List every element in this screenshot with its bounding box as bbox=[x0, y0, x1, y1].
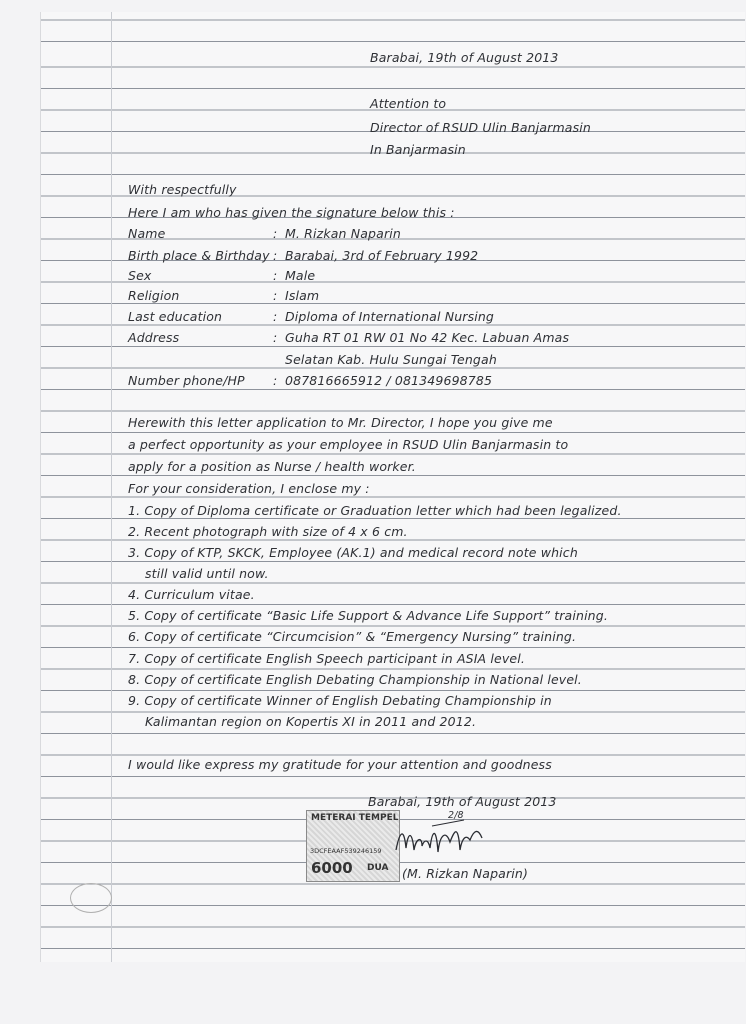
signature bbox=[392, 812, 502, 867]
field-label: Address bbox=[128, 330, 180, 345]
field-label: Birth place & Birthday bbox=[128, 248, 270, 263]
field-label: Last education bbox=[128, 309, 223, 324]
enclosure-item: 6. Copy of certificate “Circumcision” & “Emergency Nursing” training. bbox=[128, 629, 577, 644]
field-value: Barabai, 3rd of February 1992 bbox=[285, 248, 479, 263]
field-value-continued: Selatan Kab. Hulu Sungai Tengah bbox=[285, 352, 497, 367]
enclosure-item: 7. Copy of certificate English Speech participant in ASIA level. bbox=[128, 651, 525, 666]
enclosure-item: still valid until now. bbox=[145, 566, 269, 581]
field-value: 087816665912 / 081349698785 bbox=[285, 373, 493, 388]
sign-place-date: Barabai, 19th of August 2013 bbox=[368, 794, 557, 809]
enclosure-item: 1. Copy of Diploma certificate or Graduation letter which had been legalized. bbox=[128, 503, 622, 518]
signer-name: (M. Rizkan Naparin) bbox=[402, 866, 528, 881]
revenue-stamp bbox=[306, 810, 400, 882]
field-label: Religion bbox=[128, 288, 180, 303]
attention-line: Director of RSUD Ulin Banjarmasin bbox=[370, 120, 591, 135]
field-value: Male bbox=[285, 268, 316, 283]
attention-line: Attention to bbox=[370, 96, 447, 111]
faded-seal-mark bbox=[70, 883, 112, 913]
enclosure-item: 9. Copy of certificate Winner of English Debating Championship in bbox=[128, 693, 552, 708]
field-value: Islam bbox=[285, 288, 320, 303]
letter-place-date: Barabai, 19th of August 2013 bbox=[370, 50, 559, 65]
field-value: M. Rizkan Naparin bbox=[285, 226, 401, 241]
field-label: Sex bbox=[128, 268, 152, 283]
enclosure-item: Kalimantan region on Kopertis XI in 2011 and 2012. bbox=[145, 714, 477, 729]
enclosure-item: 8. Copy of certificate English Debating Championship in National level. bbox=[128, 672, 582, 687]
field-value: Diploma of International Nursing bbox=[285, 309, 495, 324]
field-value: Guha RT 01 RW 01 No 42 Kec. Labuan Amas bbox=[285, 330, 570, 345]
field-label: Name bbox=[128, 226, 166, 241]
stamp-serial: 3DCFEAAF539246159 bbox=[310, 847, 382, 855]
intro-line: Here I am who has given the signature below this : bbox=[128, 205, 455, 220]
enclosure-item: 4. Curriculum vitae. bbox=[128, 587, 255, 602]
stamp-currency: DUA bbox=[367, 863, 389, 873]
salutation: With respectfully bbox=[128, 182, 237, 197]
enclosure-item: 5. Copy of certificate “Basic Life Support & Advance Life Support” training. bbox=[128, 608, 608, 623]
stamp-amount: 6000 bbox=[311, 859, 353, 877]
margin-line bbox=[111, 12, 112, 962]
body-line: For your consideration, I enclose my : bbox=[128, 481, 370, 496]
field-label: Number phone/HP bbox=[128, 373, 245, 388]
body-line: apply for a position as Nurse / health worker. bbox=[128, 459, 416, 474]
closing-line: I would like express my gratitude for your attention and goodness bbox=[128, 757, 552, 772]
attention-line: In Banjarmasin bbox=[370, 142, 466, 157]
body-line: Herewith this letter application to Mr. Director, I hope you give me bbox=[128, 415, 553, 430]
enclosure-item: 2. Recent photograph with size of 4 x 6 cm. bbox=[128, 524, 408, 539]
signature-date: 2/8 bbox=[448, 810, 464, 821]
stamp-title: METERAI TEMPEL bbox=[311, 813, 399, 823]
enclosure-item: 3. Copy of KTP, SKCK, Employee (AK.1) and medical record note which bbox=[128, 545, 578, 560]
body-line: a perfect opportunity as your employee in RSUD Ulin Banjarmasin to bbox=[128, 437, 569, 452]
